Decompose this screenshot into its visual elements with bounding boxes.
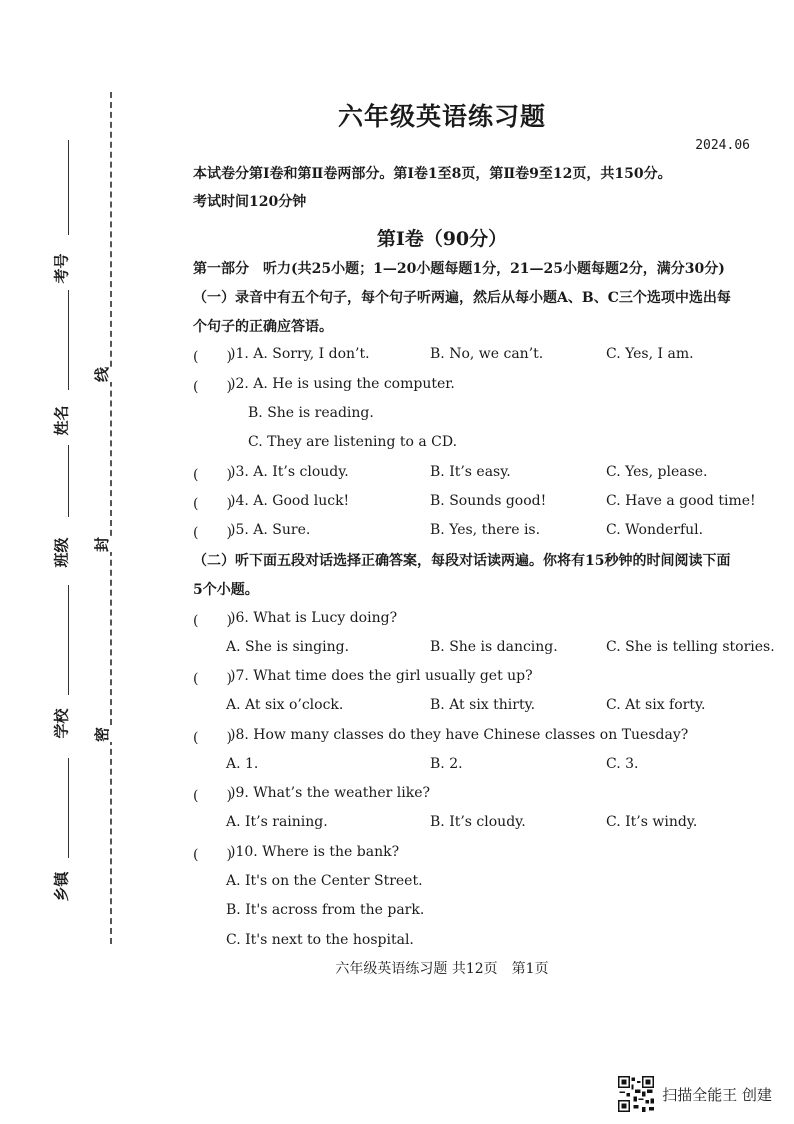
answer-bracket[interactable]: ( ): [193, 379, 232, 395]
question-10-option-b-row: [193, 902, 763, 926]
q9-option-a: A. It’s raining.: [226, 814, 328, 830]
instructions-part2: [193, 547, 758, 605]
q1-option-c: C. Yes, I am.: [606, 346, 694, 362]
q10-stem: )10. Where is the bank?: [230, 844, 400, 860]
q4-option-b: B. Sounds good!: [430, 493, 547, 509]
q4-option-c: C. Have a good time!: [606, 493, 756, 509]
question-7-options: [193, 697, 763, 721]
q6-option-c: C. She is telling stories.: [606, 639, 775, 655]
answer-bracket[interactable]: ( ): [193, 613, 232, 629]
q4-option-a: )4. A. Good luck!: [230, 493, 350, 509]
seal-seal-char: 封: [89, 537, 114, 552]
exam-date: 2024.06: [695, 138, 750, 153]
seal-secret-char: 密: [89, 727, 114, 742]
question-10-option-a-row: [193, 873, 763, 897]
intro-line-1: 本试卷分第Ⅰ卷和第Ⅱ卷两部分。第Ⅰ卷1至8页，第Ⅱ卷9至12页，共150分。: [193, 166, 672, 182]
q3-option-b: B. It’s easy.: [430, 464, 511, 480]
q5-option-a: )5. A. Sure.: [230, 522, 311, 538]
answer-bracket[interactable]: ( ): [193, 847, 232, 863]
name-label: 姓名: [52, 405, 71, 436]
answer-bracket[interactable]: ( ): [193, 349, 232, 365]
q1-option-a: )1. A. Sorry, I don’t.: [230, 346, 370, 362]
question-8: [193, 727, 763, 751]
binding-dashed-line: [110, 92, 112, 944]
exam-number-label: 考号: [52, 253, 71, 284]
q10-option-b: B. It's across from the park.: [226, 902, 425, 918]
q10-option-c: C. It's next to the hospital.: [226, 932, 414, 948]
intro-line-2: 考试时间120分钟: [193, 194, 307, 210]
question-2-option-b-row: [193, 405, 763, 429]
answer-bracket[interactable]: ( ): [193, 496, 232, 512]
question-10: [193, 844, 763, 868]
township-label: 乡镇: [52, 871, 71, 902]
q3-option-c: C. Yes, please.: [606, 464, 708, 480]
q6-stem: )6. What is Lucy doing?: [230, 610, 398, 626]
question-9: [193, 785, 763, 809]
class-label: 班级: [52, 537, 71, 568]
answer-bracket[interactable]: ( ): [193, 671, 232, 687]
q5-option-c: C. Wonderful.: [606, 522, 704, 538]
question-10-option-c-row: [193, 932, 763, 956]
q1-option-b: B. No, we can’t.: [430, 346, 544, 362]
question-8-options: [193, 756, 763, 780]
q2-option-c: C. They are listening to a CD.: [248, 434, 458, 450]
q8-option-a: A. 1.: [226, 756, 259, 772]
instructions-part1-line1: （一）录音中有五个句子，每个句子听两遍，然后从每小题A、B、C三个选项中选出每: [193, 290, 731, 306]
qr-code-icon: [618, 1076, 654, 1112]
question-2-option-c-row: [193, 434, 763, 458]
scanner-watermark-text: 扫描全能王 创建: [662, 1085, 772, 1104]
q9-option-c: C. It’s windy.: [606, 814, 698, 830]
q8-stem: )8. How many classes do they have Chinese classes on Tuesday?: [230, 727, 689, 743]
question-3: [193, 464, 763, 488]
question-6-options: [193, 639, 775, 663]
instructions-part1: [193, 284, 758, 342]
q7-option-a: A. At six o’clock.: [226, 697, 344, 713]
instructions-part2-line2: 5个小题。: [193, 582, 259, 598]
q6-option-b: B. She is dancing.: [430, 639, 558, 655]
q9-option-b: B. It’s cloudy.: [430, 814, 526, 830]
question-7: [193, 668, 763, 692]
answer-bracket[interactable]: ( ): [193, 730, 232, 746]
q8-option-b: B. 2.: [430, 756, 463, 772]
seal-line-char: 线: [89, 367, 114, 382]
q9-stem: )9. What’s the weather like?: [230, 785, 431, 801]
answer-bracket[interactable]: ( ): [193, 788, 232, 804]
q5-option-b: B. Yes, there is.: [430, 522, 541, 538]
answer-bracket[interactable]: ( ): [193, 525, 232, 541]
question-2: [193, 376, 763, 400]
instructions-part1-line2: 个句子的正确应答语。: [193, 319, 333, 335]
question-4: [193, 493, 763, 517]
q7-option-c: C. At six forty.: [606, 697, 706, 713]
question-1: [193, 346, 763, 370]
section-title: 第Ⅰ卷（90分）: [376, 228, 508, 250]
exam-intro: [193, 160, 758, 216]
part-heading: 第一部分 听力(共25小题；1—20小题每题1分，21—25小题每题2分，满分30分): [193, 261, 725, 277]
q8-option-c: C. 3.: [606, 756, 639, 772]
q7-stem: )7. What time does the girl usually get up?: [230, 668, 533, 684]
question-9-options: [193, 814, 763, 838]
q3-option-a: )3. A. It’s cloudy.: [230, 464, 349, 480]
answer-bracket[interactable]: ( ): [193, 467, 232, 483]
q7-option-b: B. At six thirty.: [430, 697, 536, 713]
q2-option-a: )2. A. He is using the computer.: [230, 376, 455, 392]
instructions-part2-line1: （二）听下面五段对话选择正确答案，每段对话读两遍。你将有15秒钟的时间阅读下面: [193, 553, 731, 569]
scanner-watermark: [618, 1076, 772, 1112]
q10-option-a: A. It's on the Center Street.: [226, 873, 423, 889]
page-title: 六年级英语练习题: [337, 102, 546, 131]
question-6: [193, 610, 763, 634]
question-5: [193, 522, 763, 546]
school-label: 学校: [52, 708, 71, 739]
q6-option-a: A. She is singing.: [226, 639, 350, 655]
q2-option-b: B. She is reading.: [248, 405, 374, 421]
page-footer: 六年级英语练习题 共12页 第1页: [335, 961, 549, 977]
